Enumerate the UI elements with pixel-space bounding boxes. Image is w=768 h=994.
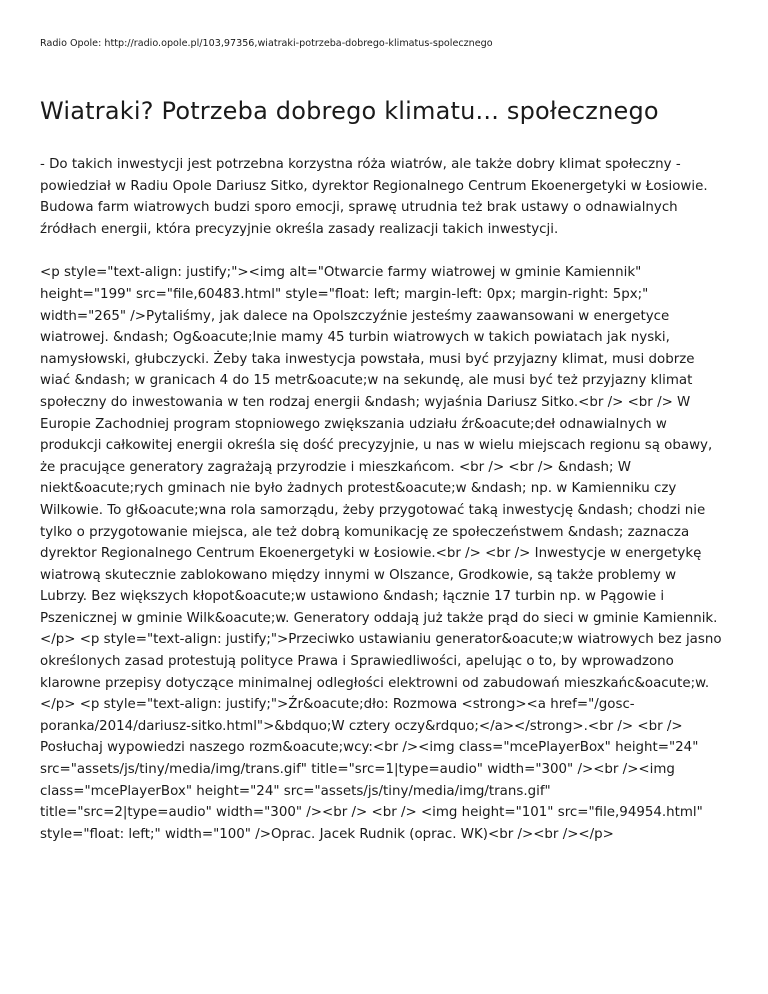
article-lead: - Do takich inwestycji jest potrzebna korzystna róża wiatrów, ale także dobry klimat społeczny - powiedział w Radiu Opole Dariusz Sitko, dyrektor Regionalnego Centrum Ekoenergetyki w Łosiowie. Budowa farm wiatrowych budzi sporo emocji, sprawę utrudnia też brak ustawy o odnawialnych źródłach energii, która precyzyjnie określa zasady realizacji takich inwestycji. (40, 157, 708, 237)
article-title: Wiatraki? Potrzeba dobrego klimatu... społecznego (40, 97, 659, 125)
source-line (40, 38, 728, 50)
article-raw-body: <p style="text-align: justify;"><img alt="Otwarcie farmy wiatrowej w gminie Kamiennik" height="199" src="file,60483.html" style="float: left; margin-left: 0px; margin-right: 5px;" width="265" />Pytaliśmy, jak dalece na Opolszczyźnie jesteśmy zaawansowani w energetyce wiatrowej. &ndash; Og&oacute;lnie mamy 45 turbin wiatrowych w takich powiatach jak nyski, namysłowski, głubczycki. Żeby taka inwestycja powstała, musi być przyjazny klimat, musi dobrze wiać &ndash; w granicach 4 do 15 metr&oacute;w na sekundę, ale musi być też przyjazny klimat społeczny do inwestowania w ten rodzaj energii &ndash; wyjaśnia Dariusz Sitko.<br /> <br /> W Europie Zachodniej program stopniowego zwiększania udziału źr&oacute;deł odnawialnych w produkcji całkowitej energii określa się dość precyzyjnie, u nas w wielu miejscach regionu są obawy, że pracujące generatory zagrażają przyrodzie i mieszkańcom. <br /> <br /> &ndash; W niekt&oacute;rych gminach nie było żadnych protest&oacute;w &ndash; np. w Kamienniku czy Wilkowie. To gł&oacute;wna rola samorządu, żeby przygotować taką inwestycję &ndash; chodzi nie tylko o przygotowanie miejsca, ale też dobrą komunikację ze społeczeństwem &ndash; zaznacza dyrektor Regionalnego Centrum Ekoenergetyki w Łosiowie.<br /> <br /> Inwestycje w energetykę wiatrową skutecznie zablokowano między innymi w Olszance, Grodkowie, są także problemy w Lubrzy. Bez większych kłopot&oacute;w ustawiono &ndash; łącznie 17 turbin np. w Pągowie i Pszenicznej w gminie Wilk&oacute;w. Generatory oddają już także prąd do sieci w gminie Kamiennik.</p> <p style="text-align: justify;">Przeciwko ustawianiu generator&oacute;w wiatrowych bez jasno określonych zasad protestują polityce Prawa i Sprawiedliwości, apelując o to, by wprowadzono klarowne przepisy dotyczące minimalnej odległości elektrowni od zabudowań mieszkańc&oacute;w. </p> <p style="text-align: justify;">Źr&oacute;dło: Rozmowa <strong><a href="/gosc-poranka/2014/dariusz-sitko.html">&bdquo;W cztery oczy&rdquo;</a></strong>.<br /> <br /> Posłuchaj wypowiedzi naszego rozm&oacute;wcy:<br /><img class="mcePlayerBox" height="24" src="assets/js/tiny/media/img/trans.gif" title="src=1|type=audio" width="300" /><br /><img class="mcePlayerBox" height="24" src="assets/js/tiny/media/img/trans.gif" title="src=2|type=audio" width="300" /><br /> <br /> <img height="101" src="file,94954.html" style="float: left;" width="100" />Oprac. Jacek Rudnik (oprac. WK)<br /><br /></p> (40, 265, 722, 842)
source-url-link[interactable]: http://radio.opole.pl/103,97356,wiatraki-potrzeba-dobrego-klimatus-spolecznego (104, 38, 493, 49)
source-prefix: Radio Opole: (40, 38, 105, 49)
